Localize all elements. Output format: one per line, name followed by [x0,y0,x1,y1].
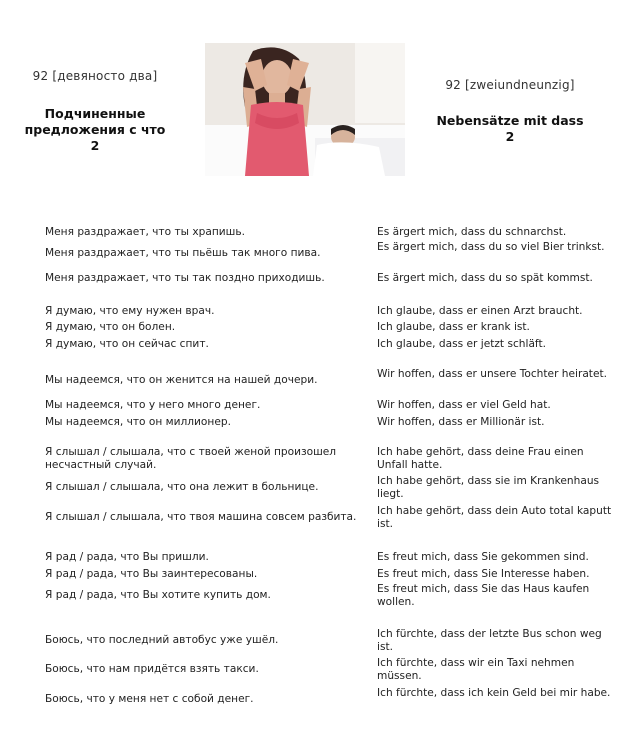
phrase-russian: Я слышал / слышала, что с твоей женой произошел несчастный случай. [45,446,337,471]
phrase-german: Es freut mich, dass Sie gekommen sind. [377,551,589,563]
phrase-german: Ich fürchte, dass ich kein Geld bei mir habe. [377,687,611,699]
phrase-german: Ich glaube, dass er einen Arzt braucht. [377,305,583,317]
lesson-number-russian: 92 [девяносто два] [32,69,158,83]
phrase-russian: Я слышал / слышала, что она лежит в больнице. [45,481,319,493]
phrase-german: Ich glaube, dass er jetzt schläft. [377,338,546,350]
phrase-russian: Меня раздражает, что ты так поздно приходишь. [45,272,325,284]
lesson-title-german: Nebensätze mit dass 2 [436,113,584,144]
phrase-german: Es freut mich, dass Sie das Haus kaufen wollen. [377,583,590,608]
phrase-russian: Я рад / рада, что Вы хотите купить дом. [45,589,271,601]
phrase-russian: Боюсь, что у меня нет с собой денег. [45,693,254,705]
phrase-russian: Я рад / рада, что Вы заинтересованы. [45,568,258,580]
phrase-german: Wir hoffen, dass er Millionär ist. [377,416,545,428]
lesson-title-russian: Подчиненные предложения с что 2 [24,106,166,153]
lesson-photo [205,43,405,176]
lesson-number-german: 92 [zweiundneunzig] [445,78,575,92]
phrase-russian: Боюсь, что нам придётся взять такси. [45,663,259,675]
phrase-german: Ich habe gehört, dass dein Auto total kaputt ist. [377,505,612,530]
phrase-russian: Я думаю, что ему нужен врач. [45,305,215,317]
phrase-russian: Мы надеемся, что у него много денег. [45,399,261,411]
phrase-russian: Боюсь, что последний автобус уже ушёл. [45,634,279,646]
phrase-german: Ich glaube, dass er krank ist. [377,321,530,333]
phrase-german: Es ärgert mich, dass du schnarchst. [377,226,567,238]
phrase-russian: Я думаю, что он болен. [45,321,176,333]
phrase-russian: Я думаю, что он сейчас спит. [45,338,209,350]
phrase-german: Ich fürchte, dass der letzte Bus schon weg ist. [377,628,602,653]
phrase-german: Es ärgert mich, dass du so viel Bier trinkst. [377,241,605,253]
phrase-german: Es ärgert mich, dass du so spät kommst. [377,272,593,284]
phrase-german: Wir hoffen, dass er viel Geld hat. [377,399,551,411]
phrase-german: Es freut mich, dass Sie Interesse haben. [377,568,590,580]
phrase-german: Ich fürchte, dass wir ein Taxi nehmen müssen. [377,657,575,682]
phrase-russian: Меня раздражает, что ты пьёшь так много пива. [45,247,321,259]
phrase-russian: Мы надеемся, что он миллионер. [45,416,231,428]
phrase-russian: Мы надеемся, что он женится на нашей дочери. [45,374,318,386]
phrase-russian: Я слышал / слышала, что твоя машина совсем разбита. [45,511,357,523]
phrase-german: Wir hoffen, dass er unsere Tochter heiratet. [377,368,608,380]
phrase-russian: Меня раздражает, что ты храпишь. [45,226,245,238]
phrase-german: Ich habe gehört, dass sie im Krankenhaus liegt. [377,475,600,500]
phrase-german: Ich habe gehört, dass deine Frau einen Unfall hatte. [377,446,584,471]
phrase-russian: Я рад / рада, что Вы пришли. [45,551,209,563]
